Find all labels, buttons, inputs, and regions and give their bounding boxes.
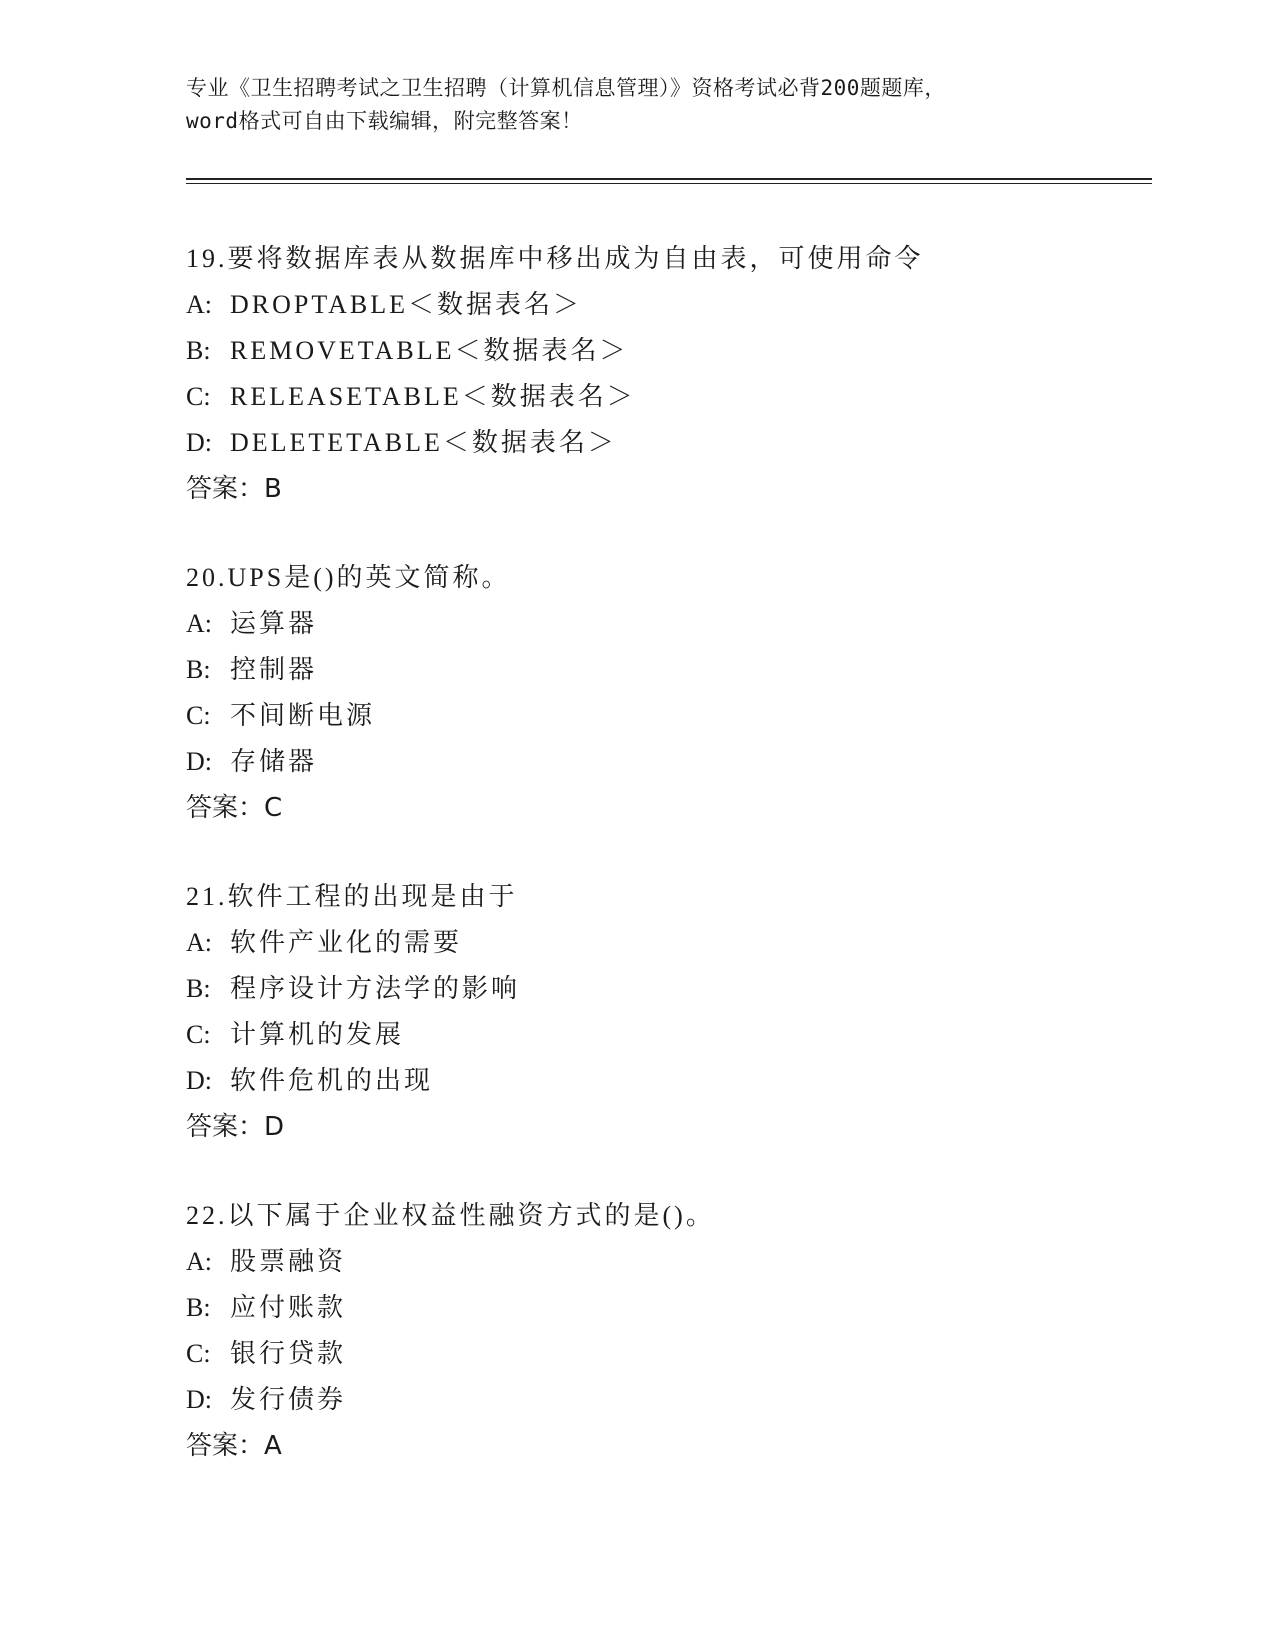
option-letter: C: (186, 701, 211, 730)
option-a (186, 920, 1146, 966)
option-text: 程序设计方法学的影响 (230, 974, 521, 1003)
option-letter: C: (186, 1020, 211, 1049)
answer-line: 答案：D (186, 1112, 285, 1142)
question-title: 19.要将数据库表从数据库中移出成为自由表，可使用命令 (186, 244, 924, 273)
question-20 (186, 555, 1146, 831)
option-text: DROPTABLE＜数据表名＞ (230, 290, 583, 319)
option-b (186, 328, 1146, 374)
option-text: 软件危机的出现 (230, 1066, 434, 1095)
option-text: REMOVETABLE＜数据表名＞ (230, 336, 629, 365)
question-title: 21.软件工程的出现是由于 (186, 882, 518, 911)
option-text: DELETETABLE＜数据表名＞ (230, 428, 617, 457)
option-text: 控制器 (230, 655, 318, 684)
option-a (186, 282, 1146, 328)
option-a (186, 1239, 1146, 1285)
option-text: 运算器 (230, 609, 318, 638)
option-c (186, 1331, 1146, 1377)
option-c (186, 374, 1146, 420)
option-letter: B: (186, 1293, 211, 1322)
question-title: 20.UPS是()的英文简称。 (186, 563, 511, 592)
option-letter: C: (186, 1339, 211, 1368)
option-letter: D: (186, 1066, 212, 1095)
option-text: 银行贷款 (230, 1339, 347, 1368)
option-d (186, 739, 1146, 785)
option-text: 股票融资 (230, 1247, 347, 1276)
option-letter: C: (186, 382, 211, 411)
question-19 (186, 236, 1146, 512)
option-b (186, 647, 1146, 693)
answer-line: 答案：B (186, 474, 282, 504)
option-d (186, 1058, 1146, 1104)
document-header (186, 72, 1086, 138)
header-line-2: word格式可自由下载编辑，附完整答案！ (186, 109, 583, 133)
option-text: 存储器 (230, 747, 318, 776)
header-line-1: 专业《卫生招聘考试之卫生招聘（计算机信息管理）》资格考试必背200题题库， (186, 76, 946, 100)
option-text: 不间断电源 (230, 701, 376, 730)
option-c (186, 693, 1146, 739)
option-c (186, 1012, 1146, 1058)
question-21 (186, 874, 1146, 1150)
option-letter: D: (186, 428, 212, 457)
option-letter: D: (186, 747, 212, 776)
question-list (186, 236, 1146, 1512)
option-letter: D: (186, 1385, 212, 1414)
option-text: 软件产业化的需要 (230, 928, 463, 957)
option-letter: A: (186, 609, 212, 638)
option-text: 发行债券 (230, 1385, 347, 1414)
answer-line: 答案：A (186, 1431, 282, 1461)
option-letter: A: (186, 290, 212, 319)
option-text: RELEASETABLE＜数据表名＞ (230, 382, 636, 411)
option-a (186, 601, 1146, 647)
option-letter: B: (186, 336, 211, 365)
header-divider-thin (186, 183, 1152, 184)
question-title: 22.以下属于企业权益性融资方式的是()。 (186, 1201, 715, 1230)
option-letter: A: (186, 928, 212, 957)
header-divider-thick (186, 178, 1152, 180)
question-22 (186, 1193, 1146, 1469)
option-letter: B: (186, 974, 211, 1003)
option-letter: B: (186, 655, 211, 684)
option-d (186, 1377, 1146, 1423)
option-text: 应付账款 (230, 1293, 347, 1322)
option-b (186, 1285, 1146, 1331)
option-letter: A: (186, 1247, 212, 1276)
option-text: 计算机的发展 (230, 1020, 405, 1049)
option-b (186, 966, 1146, 1012)
option-d (186, 420, 1146, 466)
answer-line: 答案：C (186, 793, 283, 823)
